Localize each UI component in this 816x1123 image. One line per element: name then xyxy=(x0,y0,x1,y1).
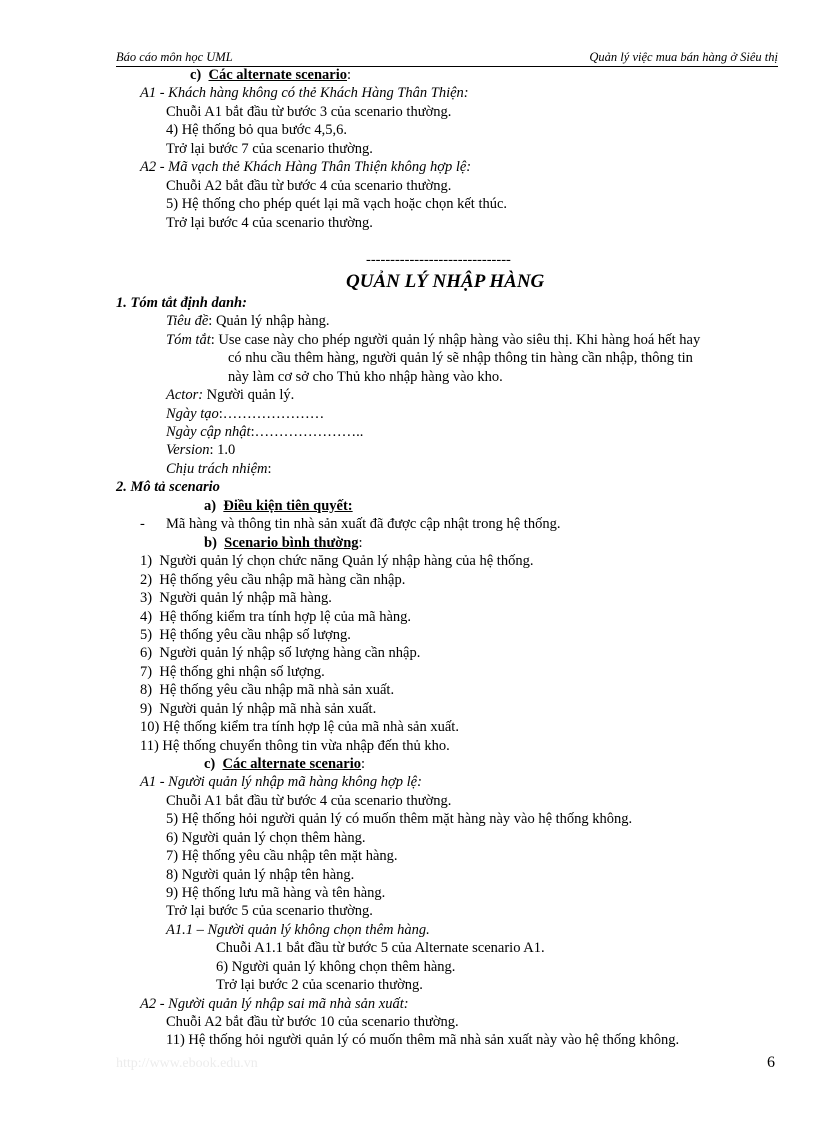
alt2-a1-line: Trở lại bước 5 của scenario thường. xyxy=(166,903,373,919)
alt2-a1-line: 7) Hệ thống yêu cầu nhập tên mặt hàng. xyxy=(166,848,398,864)
alt2-a11-title: A1.1 – Người quản lý không chọn thêm hàng. xyxy=(166,922,430,938)
alt2-a1-line: 9) Hệ thống lưu mã hàng và tên hàng. xyxy=(166,885,386,901)
step-item: 2) Hệ thống yêu cầu nhập mã hàng cần nhập. xyxy=(140,572,406,588)
alt-a1-line: Chuỗi A1 bắt đầu từ bước 3 của scenario thường. xyxy=(166,104,452,120)
alt2-a11-line: 6) Người quản lý không chọn thêm hàng. xyxy=(216,959,456,975)
alt-a2-line: 5) Hệ thống cho phép quét lại mã vạch hoặc chọn kết thúc. xyxy=(166,196,508,212)
precondition-heading: a) Điều kiện tiên quyết: xyxy=(204,498,353,514)
s2-heading: 2. Mô tả scenario xyxy=(116,479,220,495)
alt-a2-title: A2 - Mã vạch thẻ Khách Hàng Thân Thiện không hợp lệ: xyxy=(140,159,472,175)
alt-a2-line: Chuỗi A2 bắt đầu từ bước 4 của scenario thường. xyxy=(166,178,452,194)
precondition-text: Mã hàng và thông tin nhà sản xuất đã được cập nhật trong hệ thống. xyxy=(166,516,561,532)
s1-heading: 1. Tóm tắt định danh: xyxy=(116,295,247,311)
s1-summary-line: này làm cơ sở cho Thủ kho nhập hàng vào kho. xyxy=(228,369,503,385)
alt2-a2-line: Chuỗi A2 bắt đầu từ bước 10 của scenario thường. xyxy=(166,1014,459,1030)
alt2-a2-title: A2 - Người quản lý nhập sai mã nhà sản xuất: xyxy=(140,996,409,1012)
s1-responsible-row: Chịu trách nhiệm: xyxy=(166,461,272,477)
alt2-a11-line: Chuỗi A1.1 bắt đầu từ bước 5 của Alternate scenario A1. xyxy=(216,940,545,956)
step-item: 4) Hệ thống kiểm tra tính hợp lệ của mã hàng. xyxy=(140,609,412,625)
s1-created-row: Ngày tạo:………………… xyxy=(166,406,325,422)
normal-scenario-heading: b) Scenario bình thường: xyxy=(204,535,363,551)
alternate-heading: c) Các alternate scenario: xyxy=(204,756,366,772)
s1-title-row: Tiêu đề: Quản lý nhập hàng. xyxy=(166,313,330,329)
step-item: 3) Người quản lý nhập mã hàng. xyxy=(140,590,332,606)
header-course: Báo cáo môn học UML xyxy=(116,50,233,64)
alt2-a1-title: A1 - Người quản lý nhập mã hàng không hợp lệ: xyxy=(140,774,422,790)
s1-version-row: Version: 1.0 xyxy=(166,442,236,458)
footer-watermark-url: http://www.ebook.edu.vn xyxy=(116,1056,258,1071)
alt2-a2-line: 11) Hệ thống hỏi người quản lý có muốn thêm mã nhà sản xuất này vào hệ thống không. xyxy=(166,1032,680,1048)
alt2-a1-line: 5) Hệ thống hỏi người quản lý có muốn thêm mặt hàng này vào hệ thống không. xyxy=(166,811,633,827)
alt-a1-line: Trở lại bước 7 của scenario thường. xyxy=(166,141,373,157)
alt2-a1-line: 8) Người quản lý nhập tên hàng. xyxy=(166,867,355,883)
page-header xyxy=(116,50,778,67)
alt-a1-line: 4) Hệ thống bỏ qua bước 4,5,6. xyxy=(166,122,348,138)
step-item: 10) Hệ thống kiểm tra tính hợp lệ của mã nhà sản xuất. xyxy=(140,719,459,735)
precondition-dash: - xyxy=(140,516,145,532)
step-item: 1) Người quản lý chọn chức năng Quản lý nhập hàng của hệ thống. xyxy=(140,553,534,569)
alt2-a1-line: Chuỗi A1 bắt đầu từ bước 4 của scenario thường. xyxy=(166,793,452,809)
alt-a2-line: Trở lại bước 4 của scenario thường. xyxy=(166,215,373,231)
step-item: 7) Hệ thống ghi nhận số lượng. xyxy=(140,664,325,680)
step-item: 8) Hệ thống yêu cầu nhập mã nhà sản xuất. xyxy=(140,682,395,698)
page-number: 6 xyxy=(767,1054,775,1071)
step-item: 6) Người quản lý nhập số lượng hàng cần nhập. xyxy=(140,645,421,661)
alt2-a1-line: 6) Người quản lý chọn thêm hàng. xyxy=(166,830,366,846)
separator: ------------------------------ xyxy=(366,252,511,268)
s1-summary-line: có nhu cầu thêm hàng, người quản lý sẽ nhập thông tin hàng cần nhập, thông tin xyxy=(228,350,693,366)
s1-actor-row: Actor: Người quản lý. xyxy=(166,387,295,403)
step-item: 5) Hệ thống yêu cầu nhập số lượng. xyxy=(140,627,351,643)
step-item: 9) Người quản lý nhập mã nhà sản xuất. xyxy=(140,701,377,717)
alt-a1-title: A1 - Khách hàng không có thẻ Khách Hàng Thân Thiện: xyxy=(140,85,469,101)
s1-summary-row: Tóm tắt: Use case này cho phép người quản lý nhập hàng vào siêu thị. Khi hàng hoá hết hay xyxy=(166,332,701,348)
section-title: QUẢN LÝ NHẬP HÀNG xyxy=(346,271,545,292)
s1-updated-row: Ngày cập nhật:………………….. xyxy=(166,424,364,440)
alt-heading: c) Các alternate scenario: xyxy=(190,67,352,83)
step-item: 11) Hệ thống chuyển thông tin vừa nhập đến thủ kho. xyxy=(140,738,450,754)
alt2-a11-line: Trở lại bước 2 của scenario thường. xyxy=(216,977,423,993)
header-topic: Quản lý việc mua bán hàng ở Siêu thị xyxy=(589,50,778,64)
